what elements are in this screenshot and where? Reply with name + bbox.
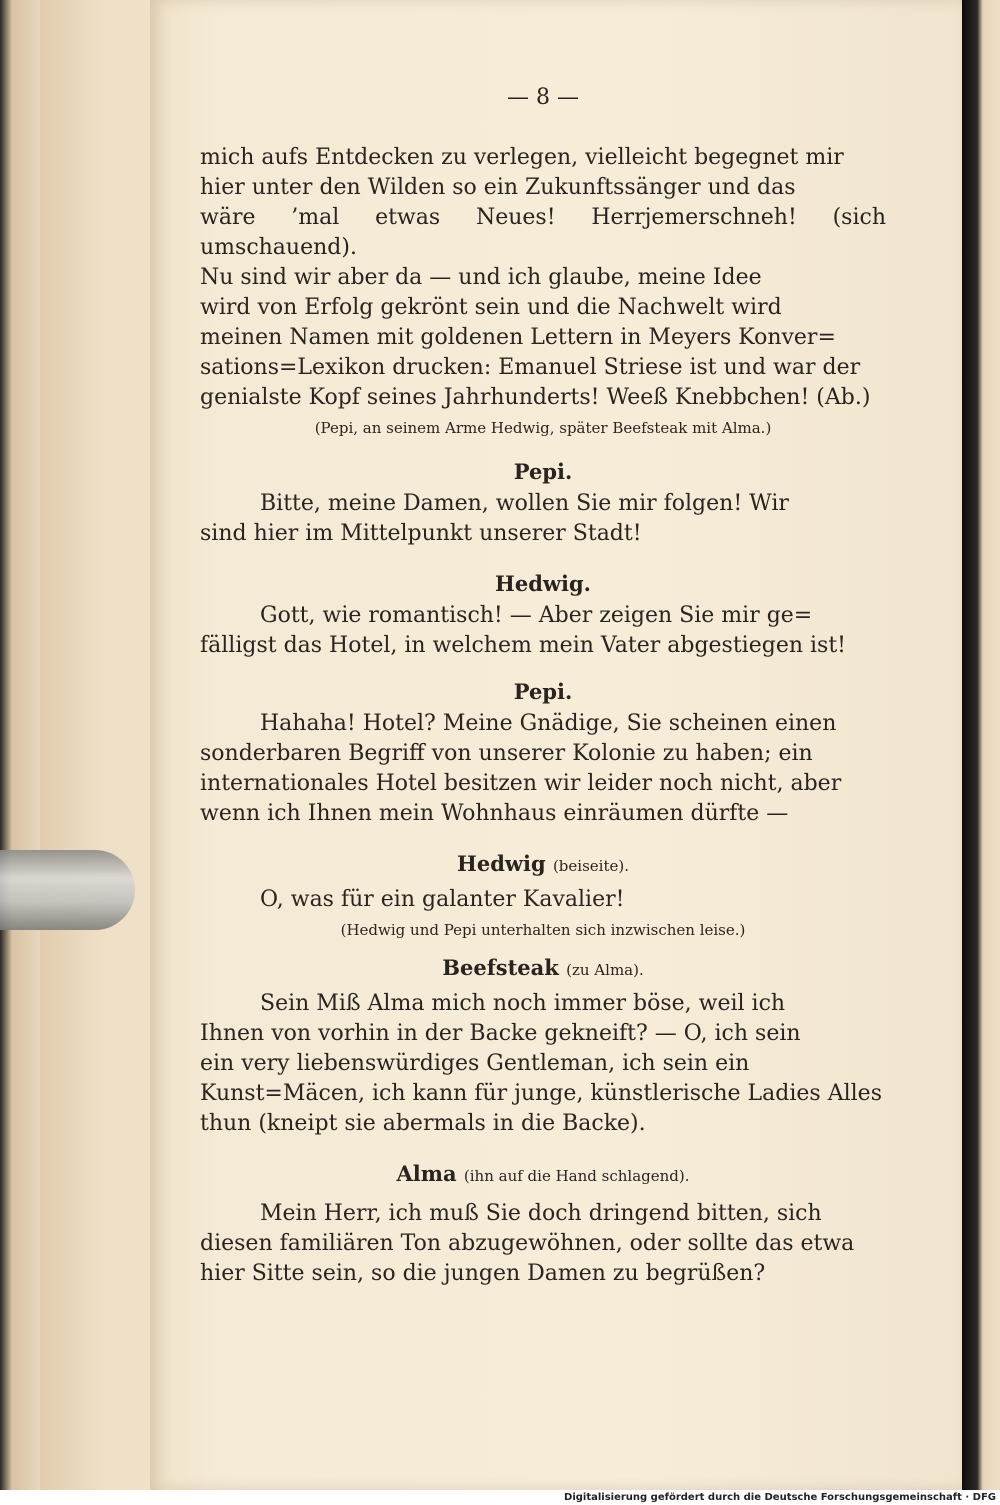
speaker-alma <box>200 1159 886 1191</box>
dfg-footer: Digitalisierung gefördert durch die Deutsche Forschungsgemeinschaft · DFG <box>564 1492 996 1503</box>
speech-5 <box>200 989 886 1139</box>
page-text <box>200 143 886 1289</box>
text-line: ein very liebenswürdiges Gentleman, ich sein ein <box>200 1051 750 1076</box>
speaker-name: Alma <box>396 1161 457 1186</box>
speaker-aside: (ihn auf die Hand schlagend). <box>463 1167 690 1185</box>
text-line: wäre ’mal etwas Neues! Herrjemerschneh! (sich umschauend). <box>200 205 886 260</box>
right-binding <box>962 0 1000 1490</box>
text-line: thun (kneipt sie abermals in die Backe). <box>200 1111 646 1136</box>
text-line: Nu sind wir aber da — und ich glaube, meine Idee <box>200 265 762 290</box>
page-number: — 8 — <box>507 85 579 110</box>
text-line: hier Sitte sein, so die jungen Damen zu begrüßen? <box>200 1261 766 1286</box>
text-line: diesen familiären Ton abzugewöhnen, oder sollte das etwa <box>200 1231 855 1256</box>
text-line: Gott, wie romantisch! — Aber zeigen Sie mir ge= <box>260 603 813 628</box>
text-line: sations=Lexikon drucken: Emanuel Striese ist und war der <box>200 355 861 380</box>
speaker-beefsteak <box>200 953 886 985</box>
stage-direction-1: (Pepi, an seinem Arme Hedwig, später Beefsteak mit Alma.) <box>314 419 772 437</box>
text-line: sind hier im Mittelpunkt unserer Stadt! <box>200 521 642 546</box>
speaker-name: Hedwig <box>457 851 546 876</box>
text-line: Hahaha! Hotel? Meine Gnädige, Sie scheinen einen <box>260 711 837 736</box>
text-line: Kunst=Mäcen, ich kann für junge, künstlerische Ladies Alles <box>200 1081 882 1106</box>
left-binding <box>0 0 40 1490</box>
speaker-pepi-1: Pepi. <box>513 459 573 484</box>
text-line: wenn ich Ihnen mein Wohnhaus einräumen dürfte — <box>200 801 789 826</box>
text-line: Mein Herr, ich muß Sie doch dringend bitten, sich <box>260 1201 822 1226</box>
text-line: fälligst das Hotel, in welchem mein Vater abgestiegen ist! <box>200 633 847 658</box>
text-line: mich aufs Entdecken zu verlegen, vielleicht begegnet mir <box>200 145 844 170</box>
text-line: Bitte, meine Damen, wollen Sie mir folgen! Wir <box>260 491 789 516</box>
text-line: meinen Namen mit goldenen Lettern in Meyers Konver= <box>200 325 836 350</box>
speaker-hedwig-2 <box>200 849 886 881</box>
text-line: genialste Kopf seines Jahrhunderts! Weeß Knebbchen! (Ab.) <box>200 385 871 410</box>
paragraph-1 <box>200 143 886 413</box>
speech-1 <box>200 489 886 549</box>
speech-4: O, was für ein galanter Kavalier! <box>260 887 625 912</box>
text-line: Ihnen von vorhin in der Backe gekneift? — O, ich sein <box>200 1021 801 1046</box>
speech-3 <box>200 709 886 829</box>
text-line: Sein Miß Alma mich noch immer böse, weil ich <box>260 991 786 1016</box>
speech-6 <box>200 1199 886 1289</box>
speaker-name: Beefsteak <box>442 955 559 980</box>
text-line: hier unter den Wilden so ein Zukunftssänger und das <box>200 175 796 200</box>
text-line: sonderbaren Begriff von unserer Kolonie zu haben; ein <box>200 741 813 766</box>
text-line: internationales Hotel besitzen wir leider noch nicht, aber <box>200 771 842 796</box>
speech-2 <box>200 601 886 661</box>
speaker-aside: (beiseite). <box>552 857 629 875</box>
page-clip <box>0 850 135 930</box>
speaker-pepi-2: Pepi. <box>513 679 573 704</box>
speaker-hedwig-1: Hedwig. <box>495 571 591 596</box>
speaker-aside: (zu Alma). <box>566 961 644 979</box>
stage-direction-2: (Hedwig und Pepi unterhalten sich inzwischen leise.) <box>340 921 746 939</box>
text-line: wird von Erfolg gekrönt sein und die Nachwelt wird <box>200 295 782 320</box>
